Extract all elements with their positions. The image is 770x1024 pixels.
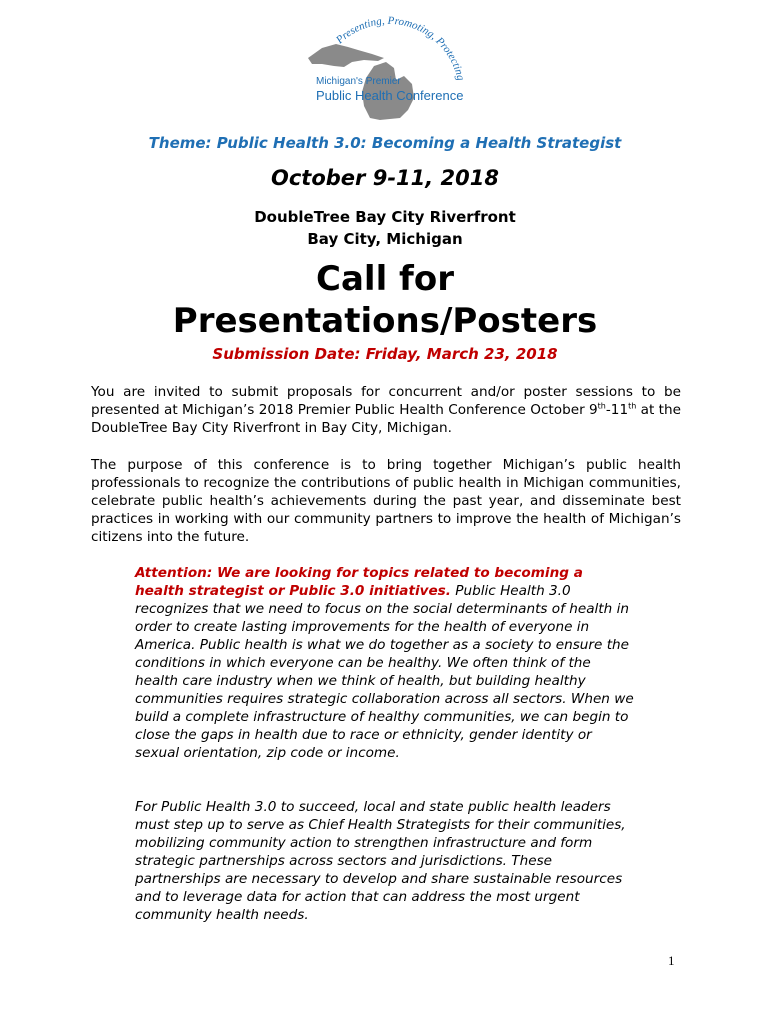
submission-date: Submission Date: Friday, March 23, 2018 [212,345,558,363]
attention-body: Public Health 3.0 recognizes that we need to focus on the social determinants of health in order to create lasting improvements for the health of everyone in America. Public health is what we do together as a society to ensure the conditions in which everyone can be healthy. We often think of the health care industry when we think of health, but building healthy communities requires strategic collaboration across all sectors. When we build a complete infrastructure of healthy communities, we can begin to close the gaps in health due to race or ethnicity, gender identity or sexual orientation, zip code or income. [135,583,634,761]
title-line-2: Presentations/Posters [172,301,598,341]
public-health-3-paragraph: For Public Health 3.0 to succeed, local and state public health leaders must step up to serve as Chief Health Strategists for their communities, mobilizing community action to strengthen infrastructure and form strategic partnerships across sectors and jurisdictions. These partnerships are necessary to develop and share sustainable resources and to leverage data for action that can address the most urgent community health needs. [135,799,626,923]
michigan-map-icon [300,14,470,124]
attention-callout: Attention: We are looking for topics related to becoming a health strategist or Public 3.0 initiatives. [135,565,583,599]
logo-line-1: Michigan's Premier [316,76,401,87]
intro-text-a: You are invited to submit proposals for concurrent and/or poster sessions to be presented at Michigan’s 2018 Premier Public Health Conference October 9 [91,384,681,418]
purpose-paragraph: The purpose of this conference is to bring together Michigan’s public health professionals to recognize the contributions of public health in Michigan communities, celebrate public health’s achievements during the past year, and disseminate best practices in working with our community partners to improve the health of Michigan’s citizens into the future. [91,457,681,545]
conference-theme: Theme: Public Health 3.0: Becoming a Health Strategist [148,134,622,152]
page-number: 1 [668,953,675,968]
attention-paragraph [135,564,635,762]
intro-sup-2: th [628,401,637,411]
intro-text-b: -11 [605,402,629,418]
venue [0,206,770,250]
page-title [0,258,770,342]
intro-paragraph [91,383,681,437]
logo-line-2: Public Health Conference [316,88,464,103]
logo-wordmark [316,76,463,104]
conference-logo [300,14,470,124]
venue-name: DoubleTree Bay City Riverfront [254,208,516,226]
title-line-1: Call for [316,259,454,299]
intro-text-c: at the DoubleTree Bay City Riverfront in Bay City, Michigan. [91,402,681,436]
conference-dates: October 9-11, 2018 [271,166,499,190]
svg-text:Presenting, Promoting, Protect: Presenting, Promoting, Protecting [333,14,467,82]
venue-city: Bay City, Michigan [307,230,463,248]
intro-sup-1: th [597,401,606,411]
